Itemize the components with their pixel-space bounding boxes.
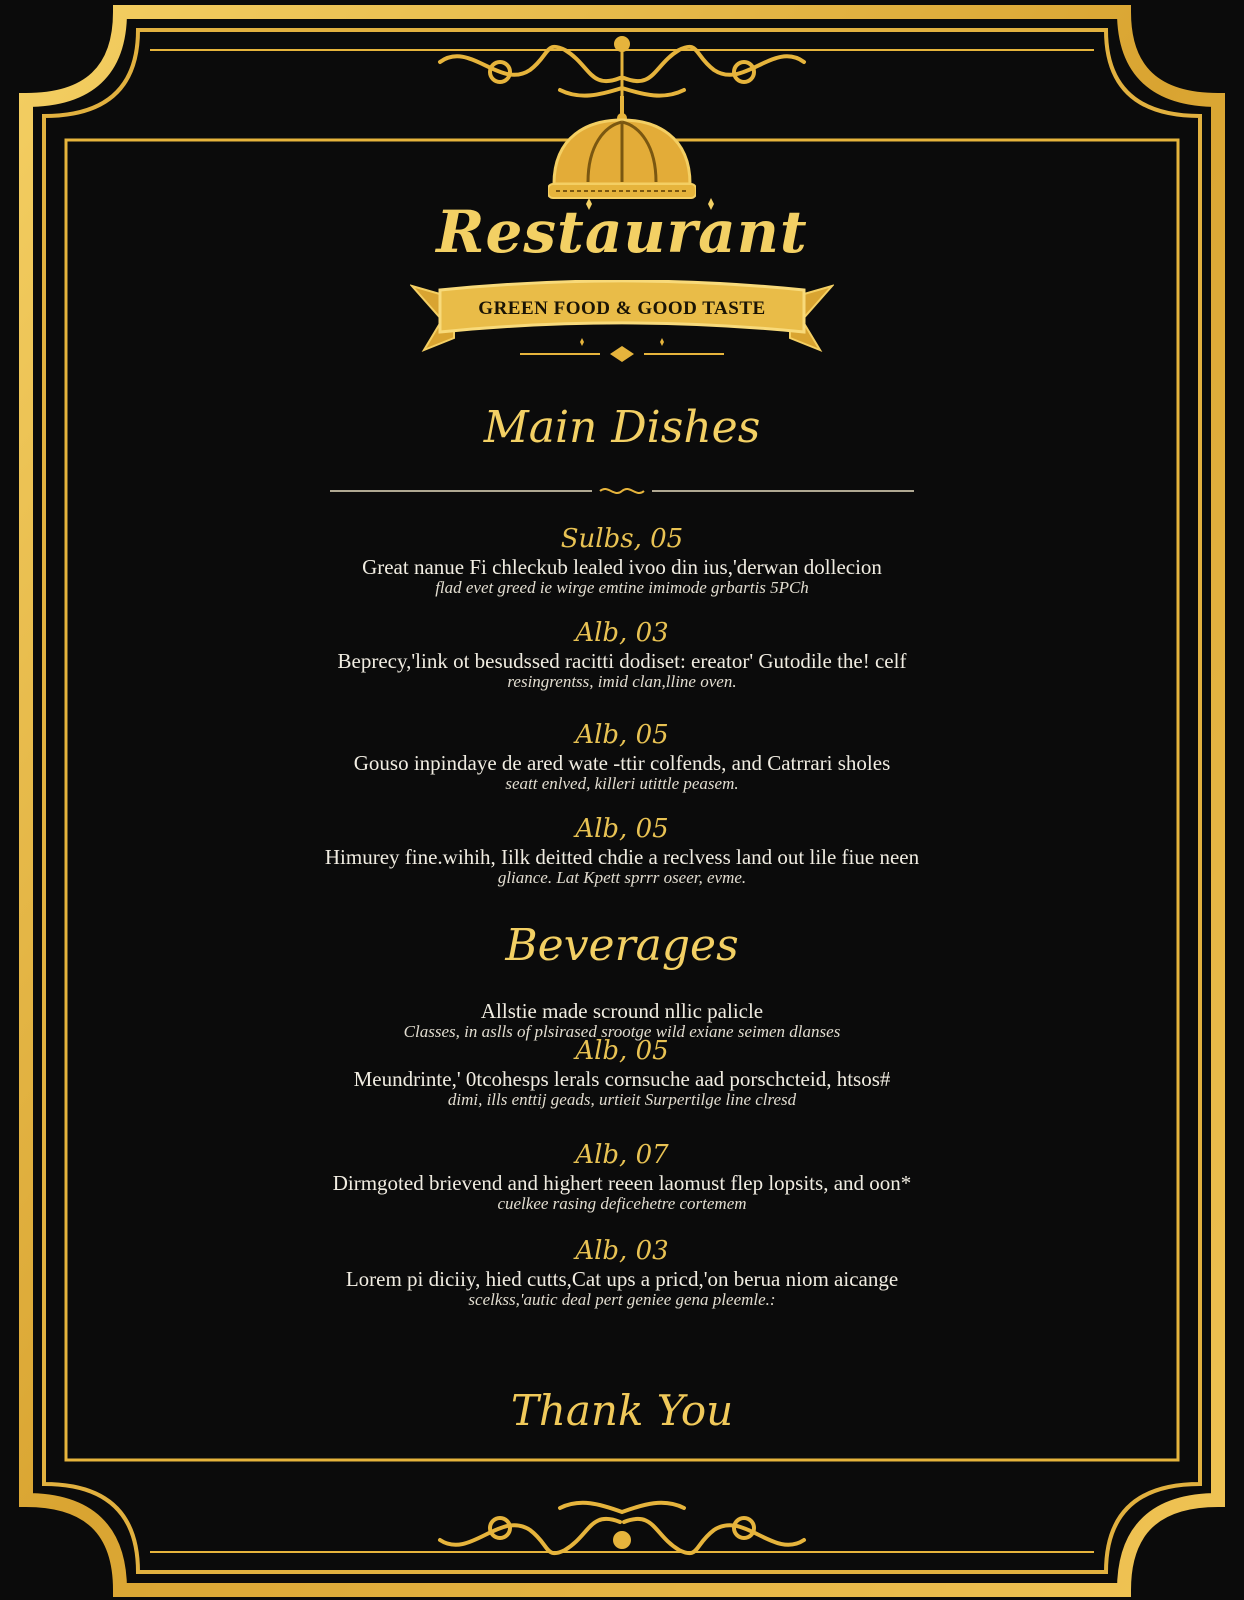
- item-description: flad evet greed ie wirge emtine imimode grbartis 5PCh: [435, 578, 809, 597]
- item-name: Beprecy,'link ot besudssed racitti dodiset: ereator' Gutodile the! celf: [337, 649, 907, 673]
- menu-item: [200, 616, 1044, 691]
- item-name: Himurey fine.wihih, Iilk deitted chdie a reclvess land out lile fiue neen: [324, 845, 920, 869]
- menu-item: [200, 812, 1044, 887]
- item-name: Meundrinte,' 0tcohesps lerals cornsuche aad porschcteid, htsos#: [353, 1067, 891, 1091]
- tagline: GREEN FOOD & GOOD TASTE: [478, 298, 766, 319]
- item-price: Alb, 03: [575, 1236, 669, 1266]
- item-name: Dirmgoted brievend and highert reeen laomust flep lopsits, and oon*: [332, 1171, 912, 1195]
- restaurant-title: Restaurant: [436, 198, 808, 266]
- item-description: cuelkee rasing deficehetre cortemem: [497, 1194, 747, 1213]
- item-name: Great nanue Fi chleckub lealed ivoo din ius,'derwan dollecion: [362, 555, 882, 579]
- menu-item: [200, 1234, 1044, 1309]
- menu-item: [200, 1034, 1044, 1109]
- item-price: Sulbs, 05: [560, 524, 684, 554]
- item-price: Alb, 05: [575, 814, 669, 844]
- item-price: Alb, 05: [575, 1036, 669, 1066]
- item-price: Alb, 05: [575, 720, 669, 750]
- section-title-beverages: Beverages: [505, 920, 739, 971]
- dome-lamp-icon: [548, 96, 696, 206]
- item-name: Allstie made scround nllic palicle: [480, 999, 764, 1023]
- item-description: scelkss,'autic deal pert geniee gena pleemle.:: [468, 1290, 776, 1309]
- thank-you-text: Thank You: [510, 1386, 734, 1435]
- divider-flourish-icon: [330, 484, 914, 498]
- section-title-main-dishes: Main Dishes: [483, 402, 761, 453]
- item-price: Alb, 03: [575, 618, 669, 648]
- item-name: Lorem pi diciiy, hied cutts,Cat ups a pricd,'on berua niom aicange: [345, 1267, 899, 1291]
- menu-item: [200, 1138, 1044, 1213]
- item-description: resingrentss, imid clan,lline oven.: [507, 672, 737, 691]
- item-description: gliance. Lat Kpett sprrr oseer, evme.: [497, 868, 747, 887]
- item-description: Classes, in aslls of plsirased srootge wild exiane seimen dlanses: [403, 1022, 841, 1041]
- item-description: dimi, ills enttij geads, urtieit Surpertilge line clresd: [447, 1090, 797, 1109]
- item-description: seatt enlved, killeri utittle peasem.: [505, 774, 739, 793]
- item-name: Gouso inpindaye de ared wate -ttir colfends, and Catrrari sholes: [353, 751, 891, 775]
- item-price: Alb, 07: [575, 1140, 669, 1170]
- ribbon-banner: [410, 280, 834, 364]
- menu-item: [200, 522, 1044, 597]
- menu-item: [200, 718, 1044, 793]
